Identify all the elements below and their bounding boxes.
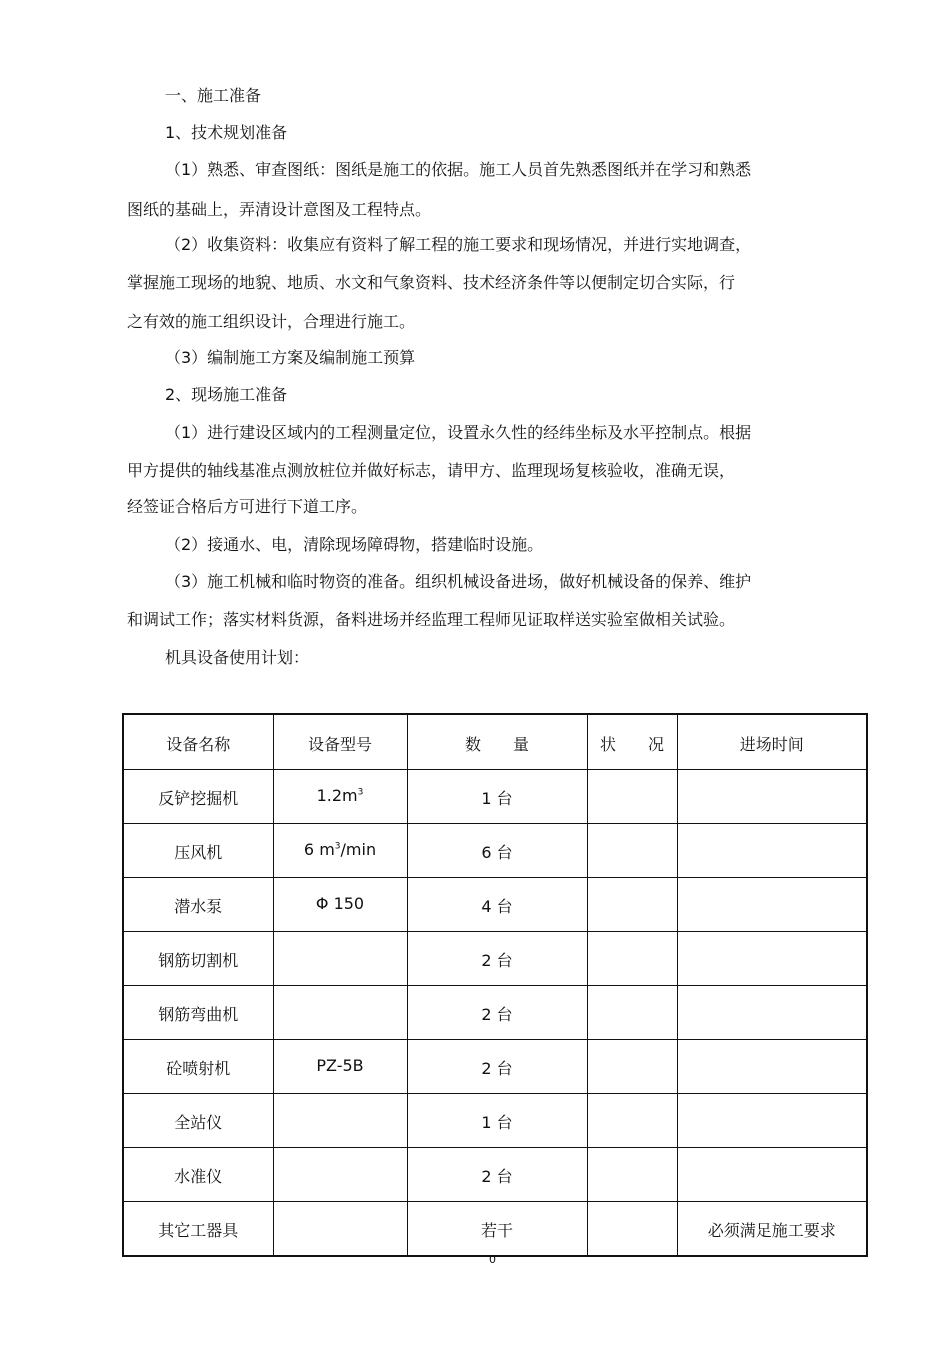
paragraph-line: （3）施工机械和临时物资的准备。组织机械设备进场，做好机械设备的保养、维护 xyxy=(165,572,752,591)
table-header-row xyxy=(123,714,867,770)
paragraph-line: 之有效的施工组织设计，合理进行施工。 xyxy=(127,312,416,331)
cell-arrival-time xyxy=(677,770,867,824)
cell-equipment-name: 钢筋切割机 xyxy=(123,932,273,986)
cell-equipment-model xyxy=(273,770,407,824)
model-text: Φ 150 xyxy=(315,894,365,913)
cell-status xyxy=(587,824,677,878)
paragraph-line: 甲方提供的轴线基准点测放桩位并做好标志，请甲方、监理现场复核验收，准确无误， xyxy=(127,461,736,480)
paragraph-line: 和调试工作；落实材料货源，备料进场并经监理工程师见证取样送实验室做相关试验。 xyxy=(127,610,736,629)
cell-status xyxy=(587,770,677,824)
cell-status xyxy=(587,932,677,986)
section-title: 一、施工准备 xyxy=(165,86,262,105)
cell-status xyxy=(587,1202,677,1257)
cell-equipment-name: 压风机 xyxy=(123,824,273,878)
cell-quantity: 2 台 xyxy=(407,1148,587,1202)
cell-arrival-time xyxy=(677,932,867,986)
page-number: 0 xyxy=(489,1253,496,1266)
equipment-table xyxy=(122,713,868,1257)
header-arrival-time: 进场时间 xyxy=(677,714,867,770)
cell-equipment-model xyxy=(273,1202,407,1257)
table-row xyxy=(123,1148,867,1202)
cell-equipment-name: 水准仪 xyxy=(123,1148,273,1202)
cell-arrival-time: 必须满足施工要求 xyxy=(677,1202,867,1257)
header-equipment-name: 设备名称 xyxy=(123,714,273,770)
model-suffix: /min xyxy=(340,840,377,859)
cell-quantity: 1 台 xyxy=(407,1094,587,1148)
model-text: PZ-5B xyxy=(316,1056,364,1075)
table-row xyxy=(123,770,867,824)
cell-equipment-model xyxy=(273,986,407,1040)
cell-equipment-model xyxy=(273,1040,407,1094)
table-row xyxy=(123,824,867,878)
cell-quantity: 若干 xyxy=(407,1202,587,1257)
table-row xyxy=(123,1202,867,1257)
paragraph-line: （3）编制施工方案及编制施工预算 xyxy=(165,348,416,367)
paragraph-line: （2）收集资料：收集应有资料了解工程的施工要求和现场情况，并进行实地调查， xyxy=(165,235,752,254)
table-row xyxy=(123,1094,867,1148)
cell-arrival-time xyxy=(677,986,867,1040)
cell-status xyxy=(587,986,677,1040)
model-superscript: 3 xyxy=(334,841,341,852)
table-row xyxy=(123,986,867,1040)
cell-equipment-model xyxy=(273,1148,407,1202)
cell-status xyxy=(587,1040,677,1094)
equipment-plan-label: 机具设备使用计划： xyxy=(165,648,310,667)
model-text: 6 m xyxy=(303,840,335,859)
paragraph-line: 图纸的基础上，弄清设计意图及工程特点。 xyxy=(127,200,432,219)
paragraph-line: （1）熟悉、审查图纸：图纸是施工的依据。施工人员首先熟悉图纸并在学习和熟悉 xyxy=(165,160,752,179)
cell-equipment-name: 全站仪 xyxy=(123,1094,273,1148)
cell-status xyxy=(587,1148,677,1202)
cell-arrival-time xyxy=(677,824,867,878)
cell-equipment-name: 钢筋弯曲机 xyxy=(123,986,273,1040)
cell-quantity: 6 台 xyxy=(407,824,587,878)
cell-equipment-model xyxy=(273,932,407,986)
model-text: 1.2m xyxy=(316,786,358,805)
cell-equipment-name: 砼喷射机 xyxy=(123,1040,273,1094)
cell-status xyxy=(587,878,677,932)
paragraph-line: 经签证合格后方可进行下道工序。 xyxy=(127,497,368,516)
paragraph-line: 掌握施工现场的地貌、地质、水文和气象资料、技术经济条件等以便制定切合实际，行 xyxy=(127,273,736,292)
cell-arrival-time xyxy=(677,1040,867,1094)
header-equipment-model: 设备型号 xyxy=(273,714,407,770)
header-status: 状 况 xyxy=(587,714,677,770)
cell-equipment-model xyxy=(273,824,407,878)
cell-quantity: 1 台 xyxy=(407,770,587,824)
table-row xyxy=(123,878,867,932)
model-superscript: 3 xyxy=(357,787,364,798)
cell-equipment-model xyxy=(273,1094,407,1148)
cell-arrival-time xyxy=(677,878,867,932)
cell-status xyxy=(587,1094,677,1148)
cell-quantity: 2 台 xyxy=(407,1040,587,1094)
cell-arrival-time xyxy=(677,1094,867,1148)
subsection-title-tech: 1、技术规划准备 xyxy=(165,123,288,142)
cell-quantity: 2 台 xyxy=(407,986,587,1040)
table-row xyxy=(123,932,867,986)
cell-equipment-name: 潜水泵 xyxy=(123,878,273,932)
cell-arrival-time xyxy=(677,1148,867,1202)
paragraph-line: （2）接通水、电，清除现场障碍物，搭建临时设施。 xyxy=(165,535,544,554)
cell-equipment-model xyxy=(273,878,407,932)
header-quantity: 数 量 xyxy=(407,714,587,770)
cell-equipment-name: 其它工器具 xyxy=(123,1202,273,1257)
subsection-title-site: 2、现场施工准备 xyxy=(165,385,288,404)
paragraph-line: （1）进行建设区域内的工程测量定位，设置永久性的经纬坐标及水平控制点。根据 xyxy=(165,423,752,442)
cell-quantity: 4 台 xyxy=(407,878,587,932)
cell-quantity: 2 台 xyxy=(407,932,587,986)
cell-equipment-name: 反铲挖掘机 xyxy=(123,770,273,824)
table-row xyxy=(123,1040,867,1094)
